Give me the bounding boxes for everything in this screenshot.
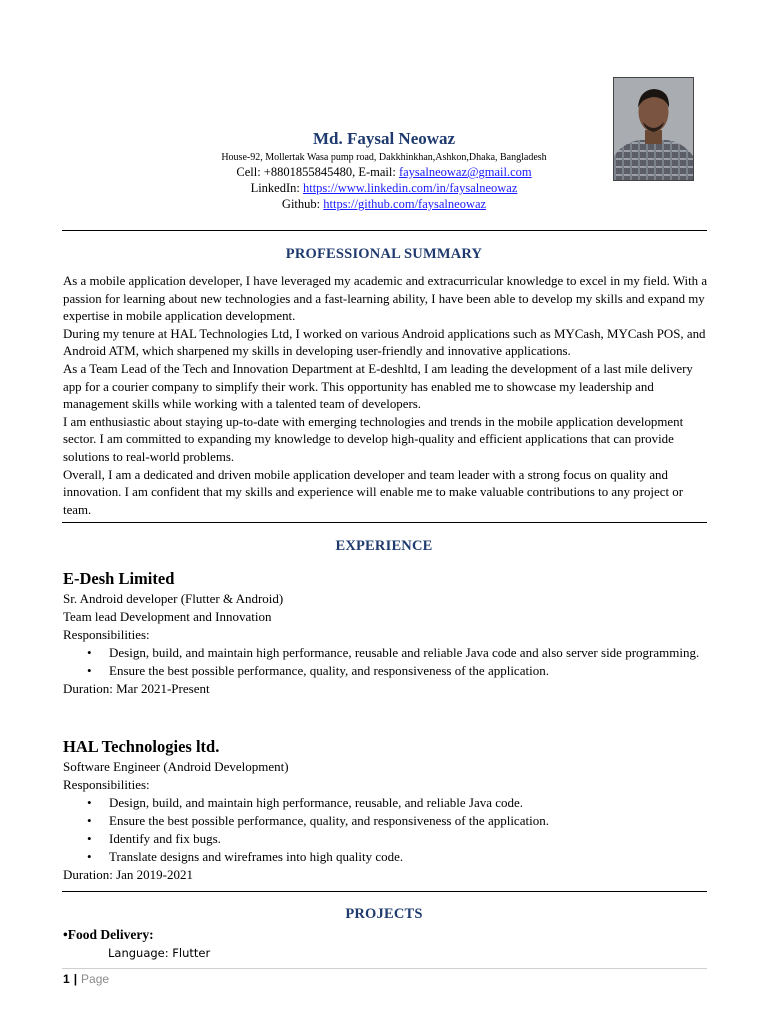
- bullet-icon: •: [87, 849, 92, 864]
- page-separator: |: [73, 972, 78, 986]
- page-number: 1: [63, 972, 70, 986]
- github-line: [0, 196, 768, 212]
- resume-header: [0, 128, 768, 212]
- experience-heading: EXPERIENCE: [335, 538, 433, 554]
- job-entry: [63, 736, 708, 884]
- linkedin-link[interactable]: https://www.linkedin.com/in/faysalneowaz: [302, 181, 518, 195]
- summary-paragraph: During my tenure at HAL Technologies Ltd, I worked on various Android applications such as MYCash, MYCash POS, and Android ATM, which sharpened my skills in developing user-friendly and innovative applications.: [63, 326, 706, 359]
- list-item: [63, 662, 708, 680]
- job-role: Sr. Android developer (Flutter & Android): [63, 591, 284, 606]
- address-line: House-92, Mollertak Wasa pump road, Dakkhinkhan,Ashkon,Dhaka, Bangladesh: [221, 152, 547, 163]
- page-footer: [63, 972, 109, 986]
- candidate-name: Md. Faysal Neowaz: [312, 129, 456, 148]
- contact-line: [0, 164, 768, 180]
- divider: [62, 230, 707, 231]
- list-item: [63, 848, 708, 866]
- summary-section: [63, 273, 708, 519]
- bullet-icon: •: [87, 795, 92, 810]
- projects-heading: PROJECTS: [345, 906, 423, 922]
- list-item-text: Design, build, and maintain high performance, reusable, and reliable Java code.: [109, 795, 524, 810]
- list-item-text: Translate designs and wireframes into high quality code.: [109, 849, 404, 864]
- bullet-icon: •: [87, 813, 92, 828]
- summary-paragraph: Overall, I am a dedicated and driven mobile application developer and team leader with a strong focus on quality and innovation. I am confident that my skills and experience will enable me to make valuable contributions to any project or team.: [63, 467, 684, 517]
- responsibilities-label: Responsibilities:: [63, 777, 150, 792]
- cell-label: Cell: +8801855845480, E-mail:: [236, 165, 399, 179]
- list-item: [63, 794, 708, 812]
- responsibilities-label: Responsibilities:: [63, 627, 150, 642]
- footer-divider: [62, 968, 707, 969]
- company-name: E-Desh Limited: [63, 569, 175, 588]
- divider: [62, 891, 707, 892]
- bullet-icon: •: [87, 663, 92, 678]
- job-duration: Duration: Mar 2021-Present: [63, 681, 210, 696]
- bullet-icon: •: [87, 645, 92, 660]
- responsibility-list: [63, 644, 708, 680]
- list-item-text: Ensure the best possible performance, quality, and responsiveness of the application.: [109, 663, 549, 678]
- email-link[interactable]: faysalneowaz@gmail.com: [398, 165, 532, 179]
- project-entry: [63, 926, 708, 962]
- list-item: [63, 812, 708, 830]
- linkedin-label: LinkedIn:: [250, 181, 303, 195]
- divider: [62, 522, 707, 523]
- list-item: [63, 830, 708, 848]
- page-word: Page: [81, 972, 110, 986]
- list-item-text: Ensure the best possible performance, quality, and responsiveness of the application.: [109, 813, 549, 828]
- linkedin-line: [0, 180, 768, 196]
- project-language: Language: Flutter: [108, 946, 211, 960]
- responsibility-list: [63, 794, 708, 866]
- list-item: [63, 644, 708, 662]
- job-entry: [63, 568, 708, 698]
- summary-paragraph: I am enthusiastic about staying up-to-date with emerging technologies and trends in the mobile application development sector. I am committed to expanding my knowledge to develop high-quality and efficient applications that can provide solutions to real-world problems.: [63, 414, 684, 464]
- summary-paragraph: As a mobile application developer, I have leveraged my academic and extracurricular knowledge to excel in my field. With a passion for learning about new technologies and a fast-learning ability, I have been able to develop my skills and expand my expertise in mobile application development.: [63, 274, 708, 324]
- github-link[interactable]: https://github.com/faysalneowaz: [323, 197, 487, 211]
- project-name: •Food Delivery:: [63, 927, 154, 942]
- summary-heading: PROFESSIONAL SUMMARY: [285, 246, 483, 262]
- summary-paragraph: As a Team Lead of the Tech and Innovation Department at E-deshltd, I am leading the development of a last mile delivery app for a courier company to simplify their work. This opportunity has enabled me to showcase my leadership and management skills while working with a talented team of developers.: [63, 361, 693, 412]
- list-item-text: Design, build, and maintain high performance, reusable and reliable Java code and also server side programming.: [109, 645, 700, 660]
- github-label: Github:: [281, 197, 324, 211]
- job-role-secondary: Team lead Development and Innovation: [63, 609, 272, 624]
- bullet-icon: •: [87, 831, 92, 846]
- list-item-text: Identify and fix bugs.: [109, 831, 221, 846]
- job-role: Software Engineer (Android Development): [63, 759, 289, 774]
- company-name: HAL Technologies ltd.: [63, 737, 220, 756]
- job-duration: Duration: Jan 2019-2021: [63, 867, 193, 882]
